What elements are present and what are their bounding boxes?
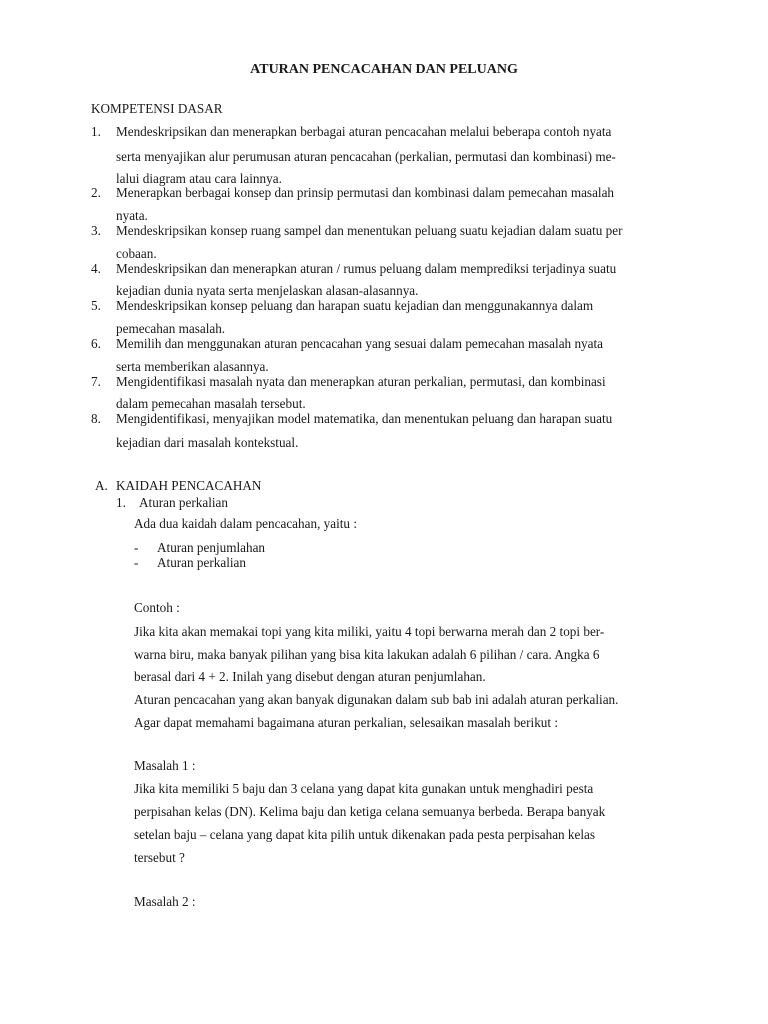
masalah-1-line: tersebut ?: [134, 850, 185, 865]
bullet-dash: -: [134, 555, 139, 570]
item-line: cobaan.: [116, 246, 157, 261]
item-number: 7.: [91, 374, 101, 389]
subsection-heading: Aturan perkalian: [139, 495, 228, 510]
item-line: serta memberikan alasannya.: [116, 359, 269, 374]
contoh-line: Jika kita akan memakai topi yang kita miliki, yaitu 4 topi berwarna merah dan 2 topi ber-: [134, 624, 605, 639]
kompetensi-heading: KOMPETENSI DASAR: [91, 101, 223, 116]
item-number: 2.: [91, 185, 101, 200]
masalah-2-label: Masalah 2 :: [134, 894, 196, 909]
item-line: Memilih dan menggunakan aturan pencacahan yang sesuai dalam pemecahan masalah nyata: [116, 336, 604, 351]
item-line: serta menyajikan alur perumusan aturan pencacahan (perkalian, permutasi dan kombinasi) me-: [116, 149, 616, 164]
item-line: Mendeskripsikan konsep peluang dan harapan suatu kejadian dan menggunakannya dalam: [116, 298, 594, 313]
item-line: pemecahan masalah.: [116, 321, 226, 336]
item-number: 5.: [91, 298, 101, 313]
item-line: Mengidentifikasi masalah nyata dan menerapkan aturan perkalian, permutasi, dan kombinasi: [116, 374, 606, 389]
item-number: 6.: [91, 336, 101, 351]
masalah-1-line: setelan baju – celana yang dapat kita pilih untuk dikenakan pada pesta perpisahan kelas: [134, 827, 596, 842]
bullet-text: Aturan penjumlahan: [157, 540, 266, 555]
contoh-line: Agar dapat memahami bagaimana aturan perkalian, selesaikan masalah berikut :: [134, 715, 559, 730]
item-line: Menerapkan berbagai konsep dan prinsip permutasi dan kombinasi dalam pemecahan masalah: [116, 185, 615, 200]
item-line: Mendeskripsikan dan menerapkan aturan / rumus peluang dalam memprediksi terjadinya suatu: [116, 261, 617, 276]
intro-text: Ada dua kaidah dalam pencacahan, yaitu :: [134, 516, 357, 531]
item-line: Mendeskripsikan dan menerapkan berbagai aturan pencacahan melalui beberapa contoh nyata: [116, 124, 612, 139]
page-title: ATURAN PENCACAHAN DAN PELUANG: [250, 62, 518, 77]
item-line: dalam pemecahan masalah tersebut.: [116, 396, 306, 411]
item-number: 3.: [91, 223, 101, 238]
section-heading: KAIDAH PENCACAHAN: [116, 478, 262, 493]
item-line: kejadian dunia nyata serta menjelaskan alasan-alasannya.: [116, 283, 419, 298]
subsection-number: 1.: [116, 495, 126, 510]
item-line: kejadian dari masalah kontekstual.: [116, 435, 299, 450]
item-line: Mengidentifikasi, menyajikan model matematika, dan menentukan peluang dan harapan suatu: [116, 411, 613, 426]
contoh-line: berasal dari 4 + 2. Inilah yang disebut dengan aturan penjumlahan.: [134, 669, 486, 684]
contoh-line: Aturan pencacahan yang akan banyak digunakan dalam sub bab ini adalah aturan perkalian.: [134, 692, 619, 707]
masalah-1-line: Jika kita memiliki 5 baju dan 3 celana yang dapat kita gunakan untuk menghadiri pesta: [134, 781, 594, 796]
item-number: 4.: [91, 261, 101, 276]
section-letter: A.: [95, 478, 108, 493]
item-number: 8.: [91, 411, 101, 426]
item-number: 1.: [91, 124, 101, 139]
contoh-line: warna biru, maka banyak pilihan yang bisa kita lakukan adalah 6 pilihan / cara. Angka 6: [134, 647, 600, 662]
bullet-text: Aturan perkalian: [157, 555, 246, 570]
bullet-dash: -: [134, 540, 139, 555]
item-line: lalui diagram atau cara lainnya.: [116, 171, 282, 186]
masalah-1-label: Masalah 1 :: [134, 758, 196, 773]
contoh-label: Contoh :: [134, 600, 180, 615]
item-line: nyata.: [116, 208, 148, 223]
item-line: Mendeskripsikan konsep ruang sampel dan menentukan peluang suatu kejadian dalam suatu per: [116, 223, 623, 238]
masalah-1-line: perpisahan kelas (DN). Kelima baju dan ketiga celana semuanya berbeda. Berapa banyak: [134, 804, 606, 819]
